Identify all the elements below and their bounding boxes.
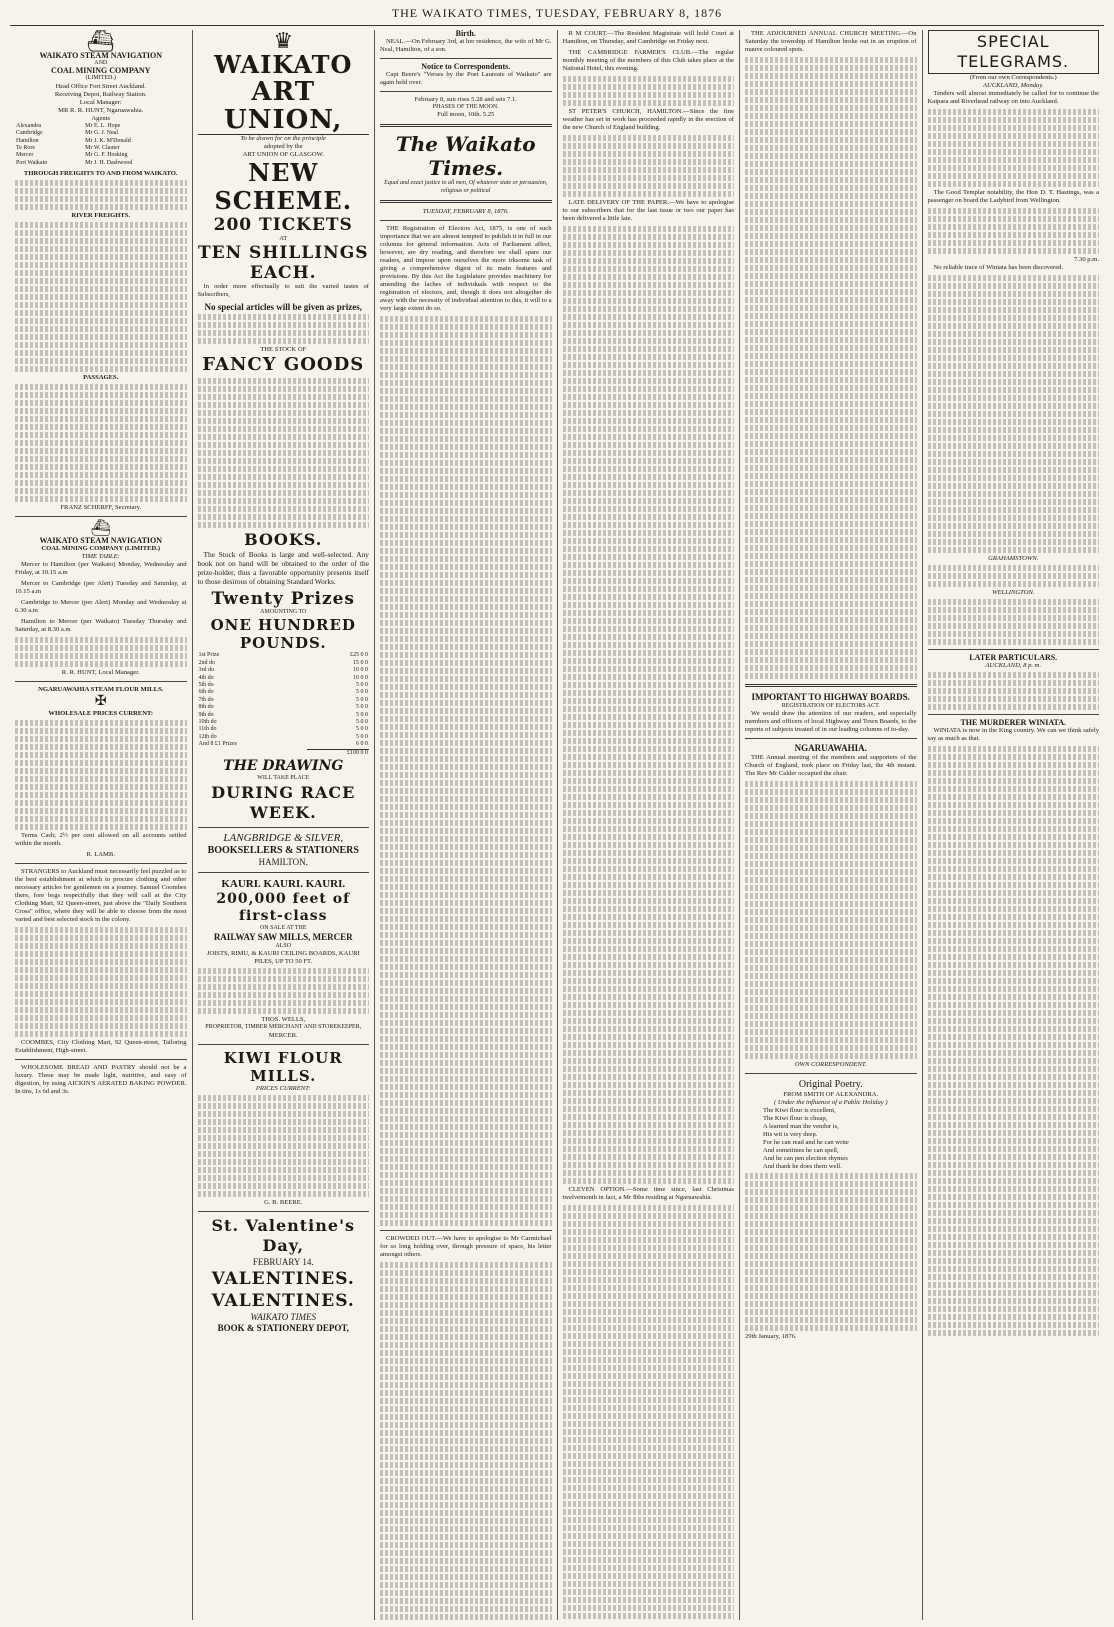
river-freights-heading: RIVER FREIGHTS. xyxy=(71,212,131,220)
murderer-heading: THE MURDERER WINIATA. xyxy=(960,718,1067,727)
strangers-advert: STRANGERS to Auckland must necessarily feel puzzled as to the best establishment at which to procure clothing and other necessary articles for gentlemen on a journey. Samuel Coombes there, fore begs respectfully that they will call at the City Clothing Mart, 92 Queen-street, just above the "Daily Southern Cross" office, where they will be able to choose from the most varied and best selected stock in the colony. xyxy=(15,868,187,924)
ship-heading: WAIKATO STEAM NAVIGATION xyxy=(39,51,163,60)
notice-text: Capt Beere's "Verses by the Poet Laureate of Waikato" are again held over. xyxy=(380,71,552,86)
new-scheme: NEW SCHEME. xyxy=(214,158,353,215)
freights-table xyxy=(15,180,187,210)
paper-motto: Equal and exact justice to all men, Of whatever state or persuasion, religious or political xyxy=(384,180,548,194)
receiving-depot: Receiving Depot, Railway Station. xyxy=(54,90,147,98)
kiwi-prices-table xyxy=(198,1095,370,1197)
church-meeting: THE ADJOURNED ANNUAL CHURCH MEETING.—On Saturday the township of Hamilton broke out in an eruption of mauve coloured spots. xyxy=(745,30,917,53)
time-label: 7.30 p.m. xyxy=(1074,256,1099,263)
valentines-2: VALENTINES. xyxy=(211,1290,355,1311)
flour-mills-heading: NGARUAWAHIA STEAM FLOUR MILLS. xyxy=(38,686,164,694)
crest-icon: ♛ xyxy=(273,30,294,53)
poem-line: The Kiwi flour is excellent, xyxy=(763,1107,836,1115)
later-particulars: LATER PARTICULARS. xyxy=(969,653,1058,662)
timetable-row: Hamilton to Mercer (per Waikato) Tuesday Thursday and Saturday, at 8.30 a.m xyxy=(15,618,187,634)
fancy-goods: FANCY GOODS xyxy=(202,354,365,375)
editorial-body xyxy=(380,316,552,1226)
race-week: DURING RACE WEEK. xyxy=(211,782,356,822)
special-telegrams: SPECIAL TELEGRAMS. xyxy=(928,30,1100,74)
wellington-label: WELLINGTON. xyxy=(991,589,1035,596)
head-office: Head Office Fort Street Auckland. xyxy=(55,82,146,90)
timetable-label: TIME TABLE: xyxy=(81,553,120,561)
birth-text: NEAL.—On February 3rd, at her residence, the wife of Mr G. Neal, Hamilton, of a son. xyxy=(380,38,552,53)
agents-label: Agents xyxy=(91,114,111,122)
coal-heading: COAL MINING COMPANY xyxy=(51,66,151,76)
farmers-club: THE CAMBRIDGE FARMER'S CLUB.—The regular monthly meeting of the members of this Club takes place at the National Hotel, this evening. xyxy=(562,49,734,72)
waikato-times-label: WAIKATO TIMES xyxy=(250,1311,317,1322)
ship-limited: (LIMITED.) xyxy=(85,75,116,82)
poem-line: For he can read and he can write xyxy=(763,1139,849,1147)
ten-shillings: TEN SHILLINGS EACH. xyxy=(197,243,369,283)
table-row: Alexandra Mr E. L. Hope xyxy=(16,122,121,129)
poem xyxy=(745,1107,917,1171)
on-sale: ON SALE AT THE xyxy=(259,924,307,931)
poem-line: And thank he does them well. xyxy=(763,1163,842,1171)
table-row: 5th do 5 0 0 xyxy=(198,682,368,689)
poem-line: A learned man the vendor is, xyxy=(763,1123,839,1131)
tickets-heading: 200 TICKETS xyxy=(213,215,353,235)
full-moon: Full moon, 10th. 5.25 xyxy=(437,111,495,119)
table-row: Te Rore Mr W. Clauter xyxy=(16,145,120,152)
booksellers: BOOKSELLERS & STATIONERS xyxy=(207,844,359,856)
art-union-waikato: WAIKATO xyxy=(214,50,353,79)
table-row: Mercer Mr G. F. Hosking xyxy=(16,152,128,159)
grahamstown-label: GRAHAMSTOWN. xyxy=(988,555,1039,562)
will-take-place: WILL TAKE PLACE xyxy=(257,775,310,782)
agents-table xyxy=(15,123,187,167)
prizes-table xyxy=(198,652,370,757)
railway-saw-mills: RAILWAY SAW MILLS, MERCER xyxy=(213,931,353,942)
prizes-total: £100 0 0 xyxy=(307,749,369,757)
ship-icon: ⛴ xyxy=(90,520,111,538)
late-delivery: LATE DELIVERY OF THE PAPER.—We have to apologise to our subscribers that for the last issue or two our paper has been delivered a little late. xyxy=(562,199,734,222)
phases-label: PHASES OF THE MOON. xyxy=(432,104,499,110)
later-dateline: AUCKLAND, 8 p. m. xyxy=(985,662,1042,669)
registration-text: We would draw the attention of our readers, and especially members and officers of local Highway and Town Boards, to the reports of subjects treated of in our leading columns of to-day. xyxy=(745,710,917,734)
winiata-text: WINIATA is now in the King country. We can we think safely say as much as that. xyxy=(927,727,1099,742)
bread-advert: WHOLESOME BREAD AND PASTRY should not be a luxury. These may be made light, nutritive, and easy of digestion, by using AICKIN'S AERATED BAKING POWDER. In tins, 1s 6d and 3s. xyxy=(15,1064,187,1096)
crowded-out: CROWDED OUT.—We have to apologise to Mr Carmichael for so long holding over, through pressure of space, his letter amongst others. xyxy=(380,1235,552,1259)
valentines-1: VALENTINES. xyxy=(211,1268,355,1289)
art-union-sub3: ART UNION OF GLASGOW. xyxy=(242,151,324,158)
poem-date: 29th January, 1876. xyxy=(745,1333,797,1341)
important-heading: IMPORTANT TO HIGHWAY BOARDS. xyxy=(751,692,910,702)
timetable-row: Cambridge to Mercer (per Alert) Monday and Wednesday at 6.30 a.m xyxy=(15,599,187,615)
wholesale-heading: WHOLESALE PRICES CURRENT: xyxy=(48,710,154,718)
art-union-title: ART UNION, xyxy=(198,78,370,135)
table-row: 4th do 10 0 0 xyxy=(198,674,368,681)
column-5 xyxy=(740,30,923,1620)
table-row: 11th do 5 0 0 xyxy=(198,726,368,733)
kiwi-prices-label: PRICES CURRENT: xyxy=(255,1084,311,1092)
poem-from: FROM SMITH OF ALEXANDRA. xyxy=(783,1091,879,1099)
ship-icon: ⛴ xyxy=(86,30,115,53)
kiwi-flour-mills: KIWI FLOUR MILLS. xyxy=(223,1048,343,1085)
one-hundred-pounds: ONE HUNDRED POUNDS. xyxy=(210,616,356,653)
table-row: 6th do 5 0 0 xyxy=(198,689,368,696)
lamb-signature: R. LAMB. xyxy=(86,851,115,859)
rm-court: R M COURT.—The Resident Magistrate will hold Court at Hamilton, on Thursday, and Cambridge on Friday next. xyxy=(562,30,734,45)
twenty-prizes: Twenty Prizes xyxy=(211,589,355,609)
manager-name: MR R. R. HUNT, Ngaruawahia. xyxy=(58,106,144,114)
manager-label: Local Manager: xyxy=(79,98,122,106)
reliable-text: No reliable trace of Winiata has been discovered. xyxy=(933,264,1064,271)
cleven-option: CLEVEN OPTION.—Some time since, last Christmas twelvemonth in fact, a Mr Ibbs residing at Ngaruawahia. xyxy=(562,1186,734,1201)
table-row xyxy=(198,749,370,757)
kauri-feet: 200,000 feet of first-class xyxy=(216,890,351,924)
columns xyxy=(10,30,1104,1620)
hamilton-label: HAMILTON. xyxy=(258,856,308,867)
terms-text: Terms Cash; 2½ per cent allowed on all accounts settled within the month. xyxy=(15,832,187,848)
amounting-label: AMOUNTING TO xyxy=(260,609,307,615)
table-row: 3rd do 10 0 0 xyxy=(198,667,368,674)
own-correspondent: OWN CORRESPONDENT. xyxy=(794,1061,867,1069)
tenders-text: Tenders will almost immediately be called for to continue the Kaipara and Riverhead railway on into Auckland. xyxy=(927,90,1099,105)
table-row: Port Waikato Mr J. H. Dashwood xyxy=(16,159,133,166)
st-peters: ST PETER'S CHURCH, HAMILTON.—Since the fine weather has set in work has proceeded rapidly in the erection of the new Church of England building. xyxy=(562,108,734,131)
original-poetry: Original Poetry. xyxy=(798,1079,863,1091)
table-row: And 8 £1 Prizes 6 0 0 xyxy=(198,741,368,748)
table-row: 2nd do 15 0 0 xyxy=(198,659,368,666)
passages-heading: PASSAGES. xyxy=(83,374,119,382)
art-union-sub1: To be drawn for on the principle xyxy=(240,135,326,142)
column-4 xyxy=(558,30,741,1620)
column-3 xyxy=(375,30,558,1620)
coombes-signature: COOMBES, City Clothing Mart, 92 Queen-street, Tailoring Establishment, High-street. xyxy=(15,1039,187,1055)
templar-text: The Good Templar notability, the Hon D. T. Hastings, was a passenger on board the Ladybird from Wellington. xyxy=(927,189,1099,204)
auckland-dateline: AUCKLAND, Monday. xyxy=(982,82,1044,89)
table-row: 8th do 5 0 0 xyxy=(198,704,368,711)
table-row: Cambridge Mr G. J. Neal xyxy=(16,130,118,137)
dateline: TUESDAY, FEBRUARY 8, 1876. xyxy=(422,208,509,216)
column-1 xyxy=(10,30,193,1620)
column-2 xyxy=(193,30,376,1620)
poem-line: His wit is very deep. xyxy=(763,1131,818,1139)
poem-under: ( Under the influence of a Public Holiday ) xyxy=(773,1099,888,1107)
birth-heading: Birth. xyxy=(455,30,476,38)
stock-of-label: THE STOCK OF xyxy=(260,346,307,353)
ship-and: AND xyxy=(94,60,108,66)
mercer-label: MERCER. xyxy=(268,1031,298,1039)
secretary-signature: FRANZ SCHERFF, Secretary. xyxy=(60,504,142,512)
poem-line: And he can pen election rhymes xyxy=(763,1155,848,1163)
timetable-row: Mercer to Cambridge (per Alert) Tuesday and Saturday, at 10.15 a.m xyxy=(15,580,187,596)
trade-mark-icon: ✠ xyxy=(94,694,107,710)
table-row: 7th do 5 0 0 xyxy=(198,696,368,703)
river-freights-table xyxy=(15,222,187,372)
february-14: FEBRUARY 14. xyxy=(252,1256,314,1267)
freights-heading: THROUGH FREIGHTS TO AND FROM WAIKATO. xyxy=(23,170,178,178)
registration-sub: REGISTRATION OF ELECTORS ACT. xyxy=(781,703,880,709)
wells-name: THOS. WELLS, xyxy=(261,1016,306,1024)
ngaruawahia-heading: NGARUAWAHIA. xyxy=(794,743,867,754)
hunt-signature: R. R. HUNT, Local Manager. xyxy=(61,669,140,677)
valentine-heading: St. Valentine's Day, xyxy=(211,1215,355,1255)
table-row: 9th do 5 0 0 xyxy=(198,711,368,718)
ship2-heading: WAIKATO STEAM NAVIGATION xyxy=(39,536,163,546)
beere-signature: G. B. BEERE. xyxy=(264,1198,303,1206)
proprietor: PROPRIETOR, TIMBER MERCHANT AND STOREKEEPER, xyxy=(205,1024,362,1031)
no-special-prizes: No special articles will be given as prizes, xyxy=(204,302,362,312)
table-row: 12th do 5 0 0 xyxy=(198,733,368,740)
order-note: In order more effectually to suit the varied tastes of Subscribers, xyxy=(197,283,369,298)
table-row: Hamilton Mr J. K. M'Donald xyxy=(16,137,131,144)
sun-line: February 8, sun rises 5.28 and sets 7.1. xyxy=(414,96,517,103)
stationery-depot: BOOK & STATIONERY DEPOT, xyxy=(217,1322,349,1333)
ship2-coal: COAL MINING COMPANY (LIMITED.) xyxy=(41,545,161,553)
table-row: 1st Prize £25 0 0 xyxy=(198,652,368,659)
art-union-sub2: adopted by the xyxy=(263,143,303,150)
books-heading: BOOKS. xyxy=(244,530,323,549)
joists: JOISTS, RIMU, & KAURI CEILING BOARDS, KAURI PILES, UP TO 50 FT. xyxy=(206,950,360,966)
from-own: (From our own Correspondents.) xyxy=(969,74,1057,81)
timetable-row: Mercer to Hamilton (per Waikato) Monday, Wednesday and Friday, at 10.15 a.m xyxy=(15,561,187,577)
page-masthead: THE WAIKATO TIMES, TUESDAY, FEBRUARY 8, 1876 xyxy=(10,6,1104,26)
poem-line: The Kiwi flour is cheap, xyxy=(763,1115,828,1123)
column-6 xyxy=(923,30,1105,1620)
at-label: AT xyxy=(279,235,288,242)
notice-heading: Notice to Correspondents. xyxy=(421,62,511,71)
passages-text xyxy=(15,384,187,502)
kauri-heading: KAURI. KAURI. KAURI. xyxy=(221,877,346,890)
poem-line: And sometimes he can spell, xyxy=(763,1147,839,1155)
wholesale-table xyxy=(15,720,187,830)
table-row: 10th do 5 0 0 xyxy=(198,719,368,726)
also-label: ALSO xyxy=(275,942,292,949)
ngaruawahia-text: THE Annual meeting of the members and supporters of the Church of England, took place on Friday last, the 4th instant. The Rev Mr Calder occupied the chair. xyxy=(745,754,917,778)
books-note: The Stock of Books is large and well-selected. Any book not on hand will be obtained to the order of the prize-holder, thus a favorable opportunity presents itself to those desirous of obtaining Standard Works. xyxy=(197,550,369,586)
editorial-lead: THE Registration of Electors Act, 1875, is one of such importance that we are almost tempted to publish it in full in our columns for general information. Acts of Parliament affect, however, are dry reading, and therefore we shall spare our readers, and impose upon ourselves the more irksome task of giving a comprehensive digest of its main features and provisions. By this Act the Legislature provides machinery for amending the laches of individuals with respect to the registration of electors, and, though it does not altogether do away with the necessity of individual attention to this, it will to a very large extent do so. xyxy=(380,225,552,313)
langbridge: LANGBRIDGE & SILVER, xyxy=(223,831,344,844)
drawing-heading: THE DRAWING xyxy=(223,758,344,775)
paper-title: The Waikato Times. xyxy=(395,132,536,181)
